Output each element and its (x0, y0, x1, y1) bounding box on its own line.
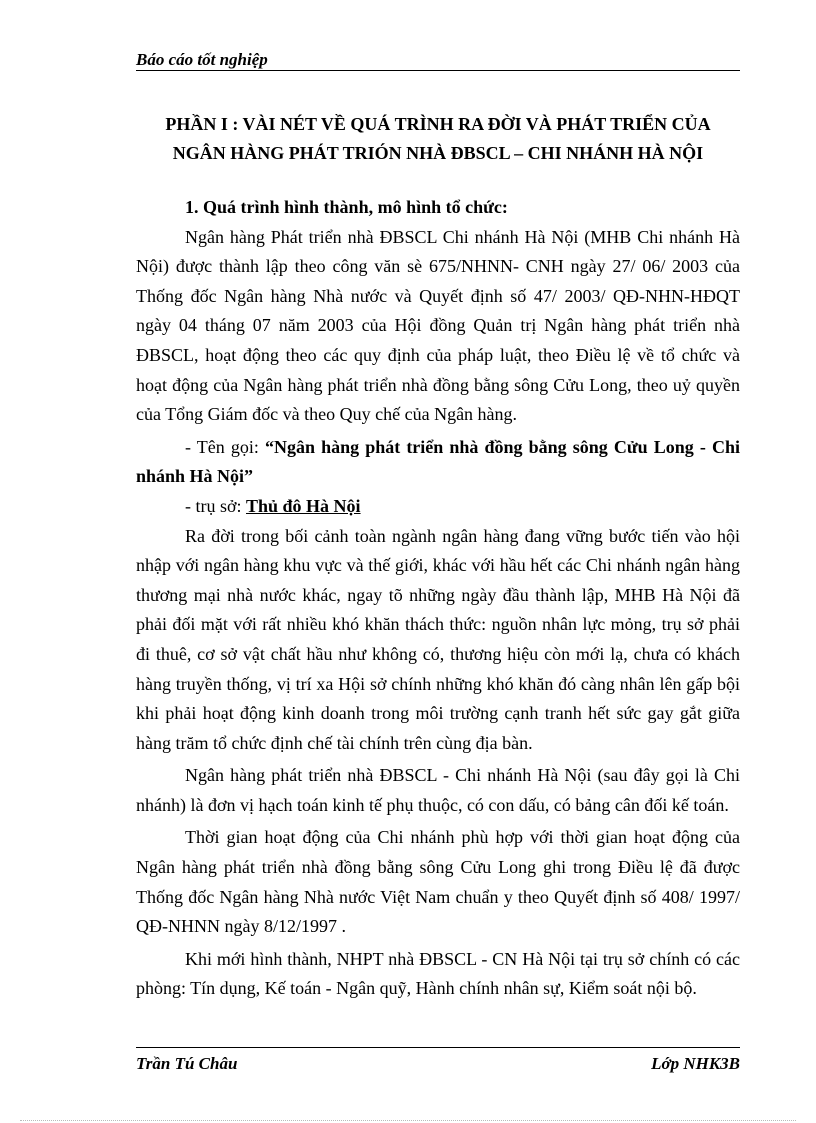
headquarters-value: Thủ đô Hà Nội (246, 495, 361, 516)
paragraph-context: Ra đời trong bối cảnh toàn ngành ngân hàng đang vững bước tiến vào hội nhập với ngân hàng khu vực và thế giới, khác với hầu hết các Chi nhánh ngân hàng thương mại nhà nước khác, ngay tõ những ngày đầu thành lập, MHB Hà Nội đã phải đối mặt với rất nhiều khó khăn thách thức: nguồn nhân lực mỏng, trụ sở phải đi thuê, cơ sở vật chất hầu như không có, thương hiệu còn mới lạ, chưa có khách hàng truyền thống, vị trí xa Hội sở chính những khó khăn đó càng nhân lên gấp bội khi phải hoạt động kinh doanh trong môi trường cạnh tranh hết sức gay gắt giữa hàng trăm tổ chức định chế tài chính trên cùng địa bàn. (136, 525, 740, 753)
page-footer (136, 1053, 740, 1075)
headquarters-prefix: - trụ sở: (185, 495, 247, 516)
chapter-title-line-2: NGÂN HÀNG PHÁT TRIÓN NHÀ ĐBSCL – CHI NHÁNH HÀ NỘI (172, 143, 704, 163)
paragraph-establishment: Ngân hàng Phát triển nhà ĐBSCL Chi nhánh Hà Nội (MHB Chi nhánh Hà Nội) được thành lập theo công văn sè 675/NHNN- CNH ngày 27/ 06/ 2003 của Thống đốc Ngân hàng Nhà nước và Quyết định số 47/ 2003/ QĐ-NHN-HĐQT ngày 04 tháng 07 năm 2003 của Hội đồng Quản trị Ngân hàng phát triển nhà ĐBSCL, hoạt động theo các quy định của pháp luật, theo Điều lệ về tổ chức và hoạt động của Ngân hàng phát triển nhà đồng bằng sông Cửu Long, theo uỷ quyền của Tổng Giám đốc và theo Quy chế của Ngân hàng. (136, 226, 740, 425)
document-body (136, 193, 740, 1004)
section-heading: 1. Quá trình hình thành, mô hình tổ chức: (185, 197, 508, 217)
bank-name-value: “Ngân hàng phát triển nhà đồng bằng sông Cửu Long - Chi nhánh Hà Nội” (136, 436, 741, 487)
footer-divider (136, 1047, 740, 1048)
bank-name-prefix: - Tên gọi: (185, 436, 265, 457)
bank-name-line (136, 433, 740, 492)
footer-class: Lớp NHK3B (651, 1054, 740, 1073)
paragraph-departments: Khi mới hình thành, NHPT nhà ĐBSCL - CN Hà Nội tại trụ sở chính có các phòng: Tín dụng, Kế toán - Ngân quỹ, Hành chính nhân sự, Kiểm soát nội bộ. (136, 948, 740, 999)
footer-author: Trần Tú Châu (136, 1054, 238, 1073)
paragraph-accounting-unit: Ngân hàng phát triển nhà ĐBSCL - Chi nhánh Hà Nội (sau đây gọi là Chi nhánh) là đơn vị hạch toán kinh tế phụ thuộc, có con dấu, có bảng cân đối kế toán. (136, 765, 740, 815)
chapter-title-line-1: PHẦN I : VÀI NÉT VỀ QUÁ TRÌNH RA ĐỜI VÀ PHÁT TRIỂN CỦA (165, 114, 711, 134)
page-bottom-dotted-edge (20, 1120, 796, 1121)
paragraph-operation-period: Thời gian hoạt động của Chi nhánh phù hợp với thời gian hoạt động của Ngân hàng phát triển nhà đồng bằng sông Cửu Long ghi trong Điều lệ đã được Thống đốc Ngân hàng Nhà nước Việt Nam chuẩn y theo Quyết định số 408/ 1997/ QĐ-NHNN ngày 8/12/1997 . (136, 827, 740, 937)
chapter-title (136, 110, 740, 168)
headquarters-line (136, 492, 740, 522)
page-header: Báo cáo tốt nghiệp (136, 50, 740, 71)
